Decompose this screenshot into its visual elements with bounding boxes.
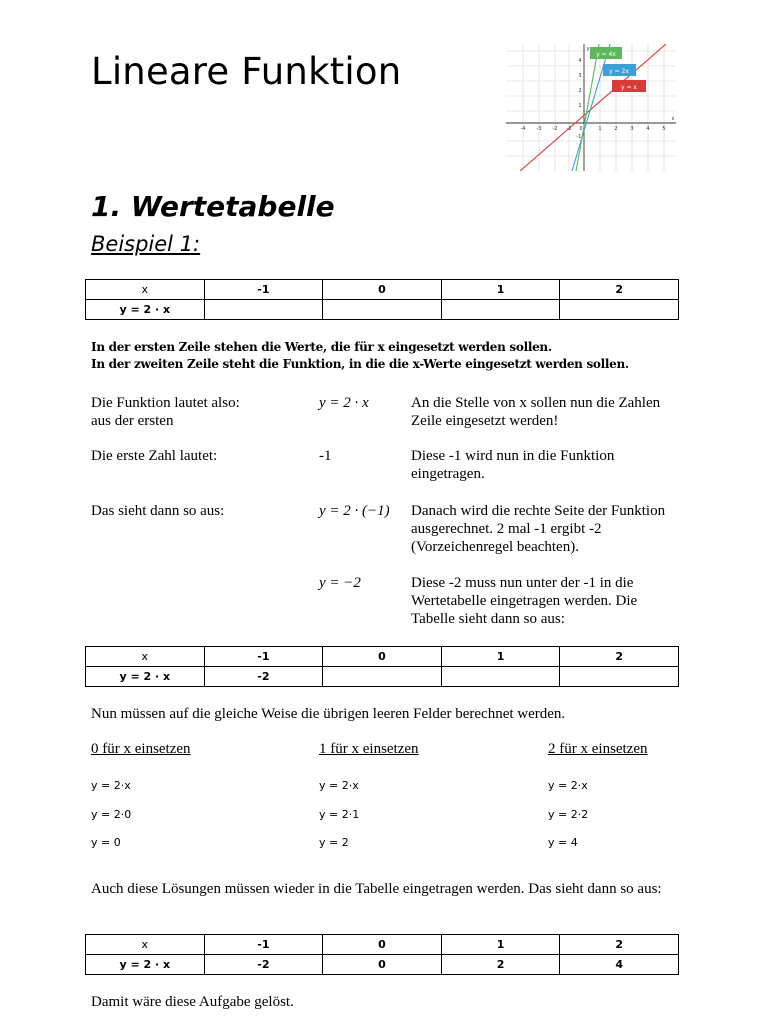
y-tick: 3 bbox=[578, 73, 582, 79]
final-text: Damit wäre diese Aufgabe gelöst. bbox=[91, 994, 294, 1010]
calc-line: y = 2·1 bbox=[319, 808, 360, 821]
intro-text bbox=[91, 339, 691, 373]
table-cell bbox=[441, 300, 560, 320]
table-cell bbox=[323, 300, 442, 320]
table-cell bbox=[204, 300, 323, 320]
table-cell bbox=[441, 667, 560, 687]
calc-line: y = 2·2 bbox=[548, 808, 589, 821]
table-cell: 0 bbox=[323, 935, 442, 955]
table-cell: -1 bbox=[204, 647, 323, 667]
x-axis-label: x bbox=[671, 116, 675, 122]
y-tick: 2 bbox=[578, 88, 582, 94]
x-tick: -2 bbox=[552, 126, 558, 132]
column-heading: 2 für x einsetzen bbox=[548, 741, 648, 757]
table-cell: -2 bbox=[204, 667, 323, 687]
x-tick: -3 bbox=[536, 126, 542, 132]
table-cell: 2 bbox=[560, 280, 679, 300]
table-cell: x bbox=[86, 280, 205, 300]
label-y-eq-4x: y = 4x bbox=[596, 51, 616, 58]
x-tick: 1 bbox=[598, 126, 602, 132]
table-cell: 0 bbox=[323, 955, 442, 975]
y-tick: 1 bbox=[578, 103, 582, 109]
step-left-text: Das sieht dann so aus: bbox=[91, 503, 225, 519]
step-expression: y = 2 · x bbox=[319, 395, 369, 411]
label-y-eq-2x: y = 2x bbox=[609, 68, 629, 75]
calc-line: y = 0 bbox=[91, 836, 121, 849]
table-row bbox=[86, 667, 679, 687]
column-heading: 0 für x einsetzen bbox=[91, 741, 191, 757]
table-cell: y = 2 · x bbox=[86, 955, 205, 975]
x-tick: -1 bbox=[566, 126, 572, 132]
table-row bbox=[86, 300, 679, 320]
table-cell bbox=[560, 300, 679, 320]
subsection-heading: Beispiel 1: bbox=[91, 232, 201, 256]
table-cell bbox=[323, 667, 442, 687]
x-tick: 5 bbox=[662, 126, 666, 132]
value-table-partial bbox=[85, 646, 679, 687]
table-cell: 4 bbox=[560, 955, 679, 975]
step-left-text: Die Funktion lautet also: aus der ersten bbox=[91, 395, 240, 429]
x-tick: 0 bbox=[579, 126, 583, 132]
page-title: Lineare Funktion bbox=[91, 50, 402, 93]
table-cell: 1 bbox=[441, 280, 560, 300]
step-left-text: Die erste Zahl lautet: bbox=[91, 448, 218, 464]
step-explanation: Diese -2 muss nun unter der -1 in die Wertetabelle eingetragen werden. Die Tabelle sieht dann so aus: bbox=[411, 575, 638, 627]
step-explanation: Diese -1 wird nun in die Funktion eingetragen. bbox=[411, 448, 615, 482]
solutions-text: Auch diese Lösungen müssen wieder in die Tabelle eingetragen werden. Das sieht dann so aus: bbox=[91, 881, 662, 897]
line-y-eq-x bbox=[520, 44, 666, 171]
table-cell: -1 bbox=[204, 935, 323, 955]
calc-line: y = 2·0 bbox=[91, 808, 132, 821]
x-tick: 3 bbox=[630, 126, 634, 132]
step-expression: -1 bbox=[319, 448, 332, 464]
y-tick: -1 bbox=[576, 134, 582, 140]
table-cell: -1 bbox=[204, 280, 323, 300]
value-table-empty bbox=[85, 279, 679, 320]
intro-line: In der ersten Zeile stehen die Werte, die für x eingesetzt werden sollen. bbox=[91, 340, 552, 354]
table-cell bbox=[560, 667, 679, 687]
table-cell: x bbox=[86, 935, 205, 955]
calc-line: y = 2·x bbox=[548, 779, 588, 792]
table-row bbox=[86, 955, 679, 975]
table-cell: x bbox=[86, 647, 205, 667]
step-explanation: An die Stelle von x sollen nun die Zahlen Zeile eingesetzt werden! bbox=[411, 395, 661, 429]
step-explanation: Danach wird die rechte Seite der Funktion ausgerechnet. 2 mal -1 ergibt -2 (Vorzeichenregel beachten). bbox=[411, 503, 666, 555]
table-cell: 1 bbox=[441, 647, 560, 667]
intro-line: In der zweiten Zeile steht die Funktion, in die die x-Werte eingesetzt werden sollen. bbox=[91, 357, 629, 371]
x-tick: 4 bbox=[646, 126, 650, 132]
table-cell: 0 bbox=[323, 647, 442, 667]
x-tick: 2 bbox=[614, 126, 618, 132]
table-cell: 2 bbox=[441, 955, 560, 975]
label-y-eq-x: y = x bbox=[621, 84, 637, 91]
x-tick: -4 bbox=[520, 126, 526, 132]
y-axis-label: y bbox=[586, 46, 590, 52]
step-expression: y = −2 bbox=[319, 575, 361, 591]
calc-line: y = 2·x bbox=[91, 779, 131, 792]
table-cell: 2 bbox=[560, 647, 679, 667]
calc-line: y = 2·x bbox=[319, 779, 359, 792]
table-cell: -2 bbox=[204, 955, 323, 975]
table-cell: 0 bbox=[323, 280, 442, 300]
step-expression: y = 2 · (−1) bbox=[319, 503, 390, 519]
remaining-text: Nun müssen auf die gleiche Weise die übrigen leeren Felder berechnet werden. bbox=[91, 706, 566, 722]
table-row bbox=[86, 935, 679, 955]
table-cell: y = 2 · x bbox=[86, 667, 205, 687]
table-cell: 1 bbox=[441, 935, 560, 955]
table-cell: 2 bbox=[560, 935, 679, 955]
calc-line: y = 2 bbox=[319, 836, 349, 849]
value-table-complete bbox=[85, 934, 679, 975]
calc-line: y = 4 bbox=[548, 836, 578, 849]
table-row bbox=[86, 280, 679, 300]
y-tick: 4 bbox=[578, 58, 582, 64]
section-heading: 1. Wertetabelle bbox=[91, 190, 335, 223]
linear-functions-graph bbox=[506, 44, 676, 171]
table-cell: y = 2 · x bbox=[86, 300, 205, 320]
table-row bbox=[86, 647, 679, 667]
column-heading: 1 für x einsetzen bbox=[319, 741, 419, 757]
